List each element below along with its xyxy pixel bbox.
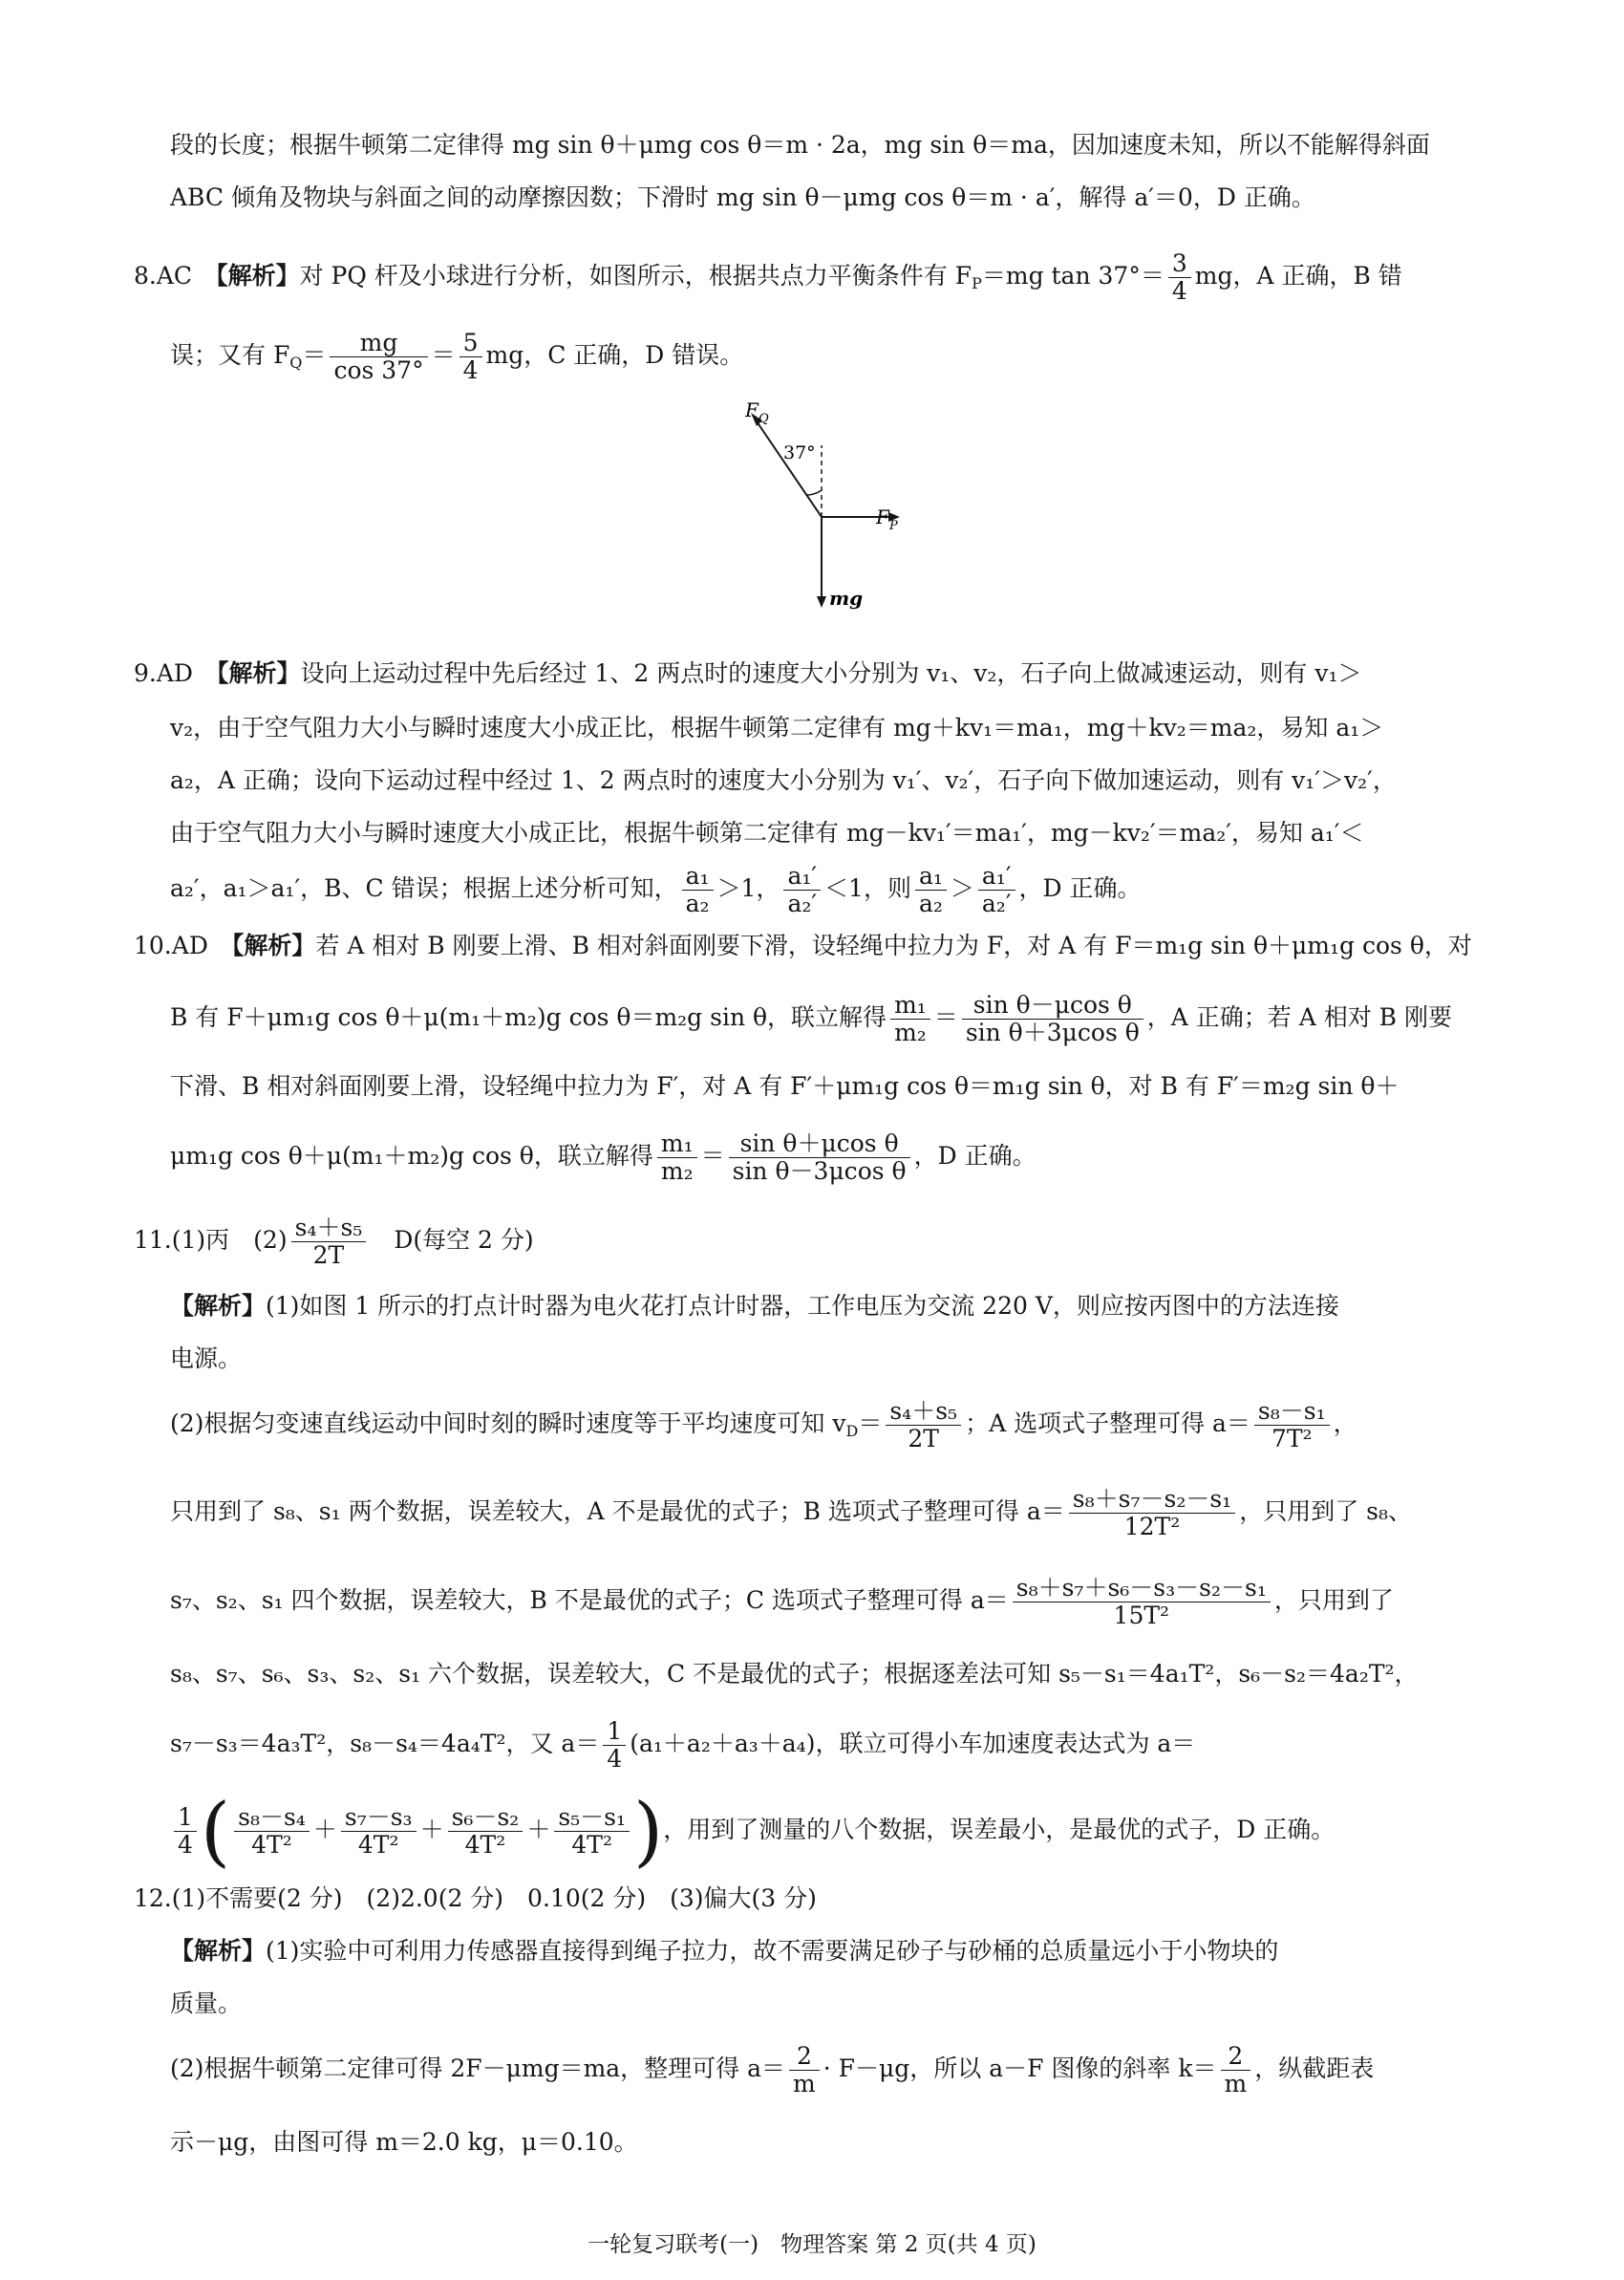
question-10: 10.AD 【解析】若 A 相对 B 刚要上滑、B 相对斜面刚要下滑，设轻绳中拉力为 F，对 A 有 F＝m₁g sin θ＋μm₁g cos θ，对 <box>134 932 1472 959</box>
question-8-cont: 误；又有 $F_Q=$ $\frac{mg}{\cos 37^\circ}$ ＝ $\frac{5}{4}$ mg，C 正确，D 错误。 <box>170 329 744 384</box>
force-diagram <box>745 399 955 619</box>
text-line: 段的长度；根据牛顿第二定律得 mg sin θ＋μmg cos θ＝m · 2a，mg sin θ＝ma，因加速度未知，所以不能解得斜面 <box>170 131 1430 159</box>
text-line: 只用到了 s₈、s₁ 两个数据，误差较大，A 不是最优的式子；B 选项式子整理可得 a＝ $\frac{\text{s₈＋s₇－s₂－s₁}}{\text{12T²}}$ ，只用到了 s₈、 <box>170 1485 1413 1540</box>
text-line: 由于空气阻力大小与瞬时速度大小成正比，根据牛顿第二定律有 mg－kv₁′＝ma₁′，mg－kv₂′＝ma₂′，易知 a₁′＜ <box>170 819 1364 847</box>
text-line: 电源。 <box>170 1344 243 1372</box>
question-12: 12.(1)不需要(2 分) (2)2.0(2 分) 0.10(2 分) (3)偏大(3 分) <box>134 1884 817 1912</box>
angle-arc <box>806 490 822 495</box>
angle-label: 37° <box>783 442 816 463</box>
svg-text:P: P <box>889 519 898 533</box>
text-line: (2)根据牛顿第二定律可得 2F－μmg＝ma，整理可得 a＝ $\frac{2}{m}$ · F－μg，所以 a－F 图像的斜率 k＝ $\frac{2}{m}$ ，纵截距表 <box>170 2042 1375 2097</box>
fq-vector <box>755 419 822 517</box>
question-11: 11.(1)丙 (2) $\frac{\text{s₄＋s₅}}{2T}$ D(每空 2 分) <box>134 1214 534 1269</box>
text-line: s₈、s₇、s₆、s₃、s₂、s₁ 六个数据，误差较大，C 不是最优的式子；根据逐差法可知 s₅－s₁＝4a₁T²，s₆－s₂＝4a₂T²， <box>170 1660 1419 1688</box>
text-line: a₂，A 正确；设向下运动过程中经过 1、2 两点时的速度大小分别为 v₁′、v₂′，石子向下做加速运动，则有 v₁′＞v₂′， <box>170 766 1397 794</box>
fraction: $\frac{3}{4}$ <box>1168 250 1191 305</box>
text-line: v₂，由于空气阻力大小与瞬时速度大小成正比，根据牛顿第二定律有 mg＋kv₁＝ma₁，mg＋kv₂＝ma₂，易知 a₁＞ <box>170 714 1384 742</box>
fq-label: F <box>745 399 759 421</box>
text-line: 示－μg，由图可得 m＝2.0 kg，μ＝0.10。 <box>170 2128 638 2156</box>
svg-text:Q: Q <box>759 412 769 426</box>
text-line: s₇、s₂、s₁ 四个数据，误差较大，B 不是最优的式子；C 选项式子整理可得 a＝ $\frac{\text{s₈＋s₇＋s₆－s₃－s₂－s₁}}{\text{15T²}}$ ，只用到了 <box>170 1574 1394 1629</box>
text-line: B 有 F＋μm₁g cos θ＋μ(m₁＋m₂)g cos θ＝m₂g sin θ，联立解得 $\frac{\text{m₁}}{\text{m₂}}$ ＝ $\frac{\text{sin θ－μcos θ}}{\text{sin θ＋3μcos θ}}$ ，A 正确；若 A 相对 B 刚要 <box>170 991 1452 1046</box>
text-line: a₂′，a₁＞a₁′，B、C 错误；根据上述分析可知， $\frac{\text{a₁}}{\text{a₂}}$ ＞1， $\frac{\text{a₁′}}{\text{a₂′}}$ ＜1，则 $\frac{\text{a₁}}{\text{a₂}}$ ＞ $\frac{\text{a₁′}}{\text{a₂′}}$ ，D 正确。 <box>170 862 1142 917</box>
text-line: s₇－s₃＝4a₃T²，s₈－s₄＝4a₄T²，又 a＝ $\frac{1}{4}$ (a₁＋a₂＋a₃＋a₄)，联立可得小车加速度表达式为 a＝ <box>170 1717 1196 1773</box>
mg-label: mg <box>829 587 864 610</box>
text-line: $\frac{1}{4}$ ( $\frac{\text{s₈－s₄}}{\text{4T²}}$ ＋ $\frac{\text{s₇－s₃}}{\text{4T²}}$ ＋ $\frac{\text{s₆－s₂}}{\text{4T²}}$ ＋ $\frac{\text{s₅－s₁}}{\text{4T²}}$ )，用到了测量的八个数据，误差最小，是最优的式子，D 正确。 <box>170 1796 1335 1863</box>
text-line: μm₁g cos θ＋μ(m₁＋m₂)g cos θ，联立解得 $\frac{\text{m₁}}{\text{m₂}}$ ＝ $\frac{\text{sin θ＋μcos θ}}{\text{sin θ－3μcos θ}}$ ，D 正确。 <box>170 1129 1036 1185</box>
question-9: 9.AD 【解析】设向上运动过程中先后经过 1、2 两点时的速度大小分别为 v₁、v₂，石子向上做减速运动，则有 v₁＞ <box>134 659 1362 687</box>
text-line: 下滑、B 相对斜面刚要上滑，设轻绳中拉力为 F′，对 A 有 F′＋μm₁g cos θ＝m₁g sin θ，对 B 有 F′＝m₂g sin θ＋ <box>170 1072 1400 1100</box>
fp-label: F <box>876 505 889 528</box>
page-footer: 一轮复习联考(一) 物理答案 第 2 页(共 4 页) <box>588 2232 1036 2257</box>
text-line: 【解析】(1)如图 1 所示的打点计时器为电火花打点计时器，工作电压为交流 220 V，则应按丙图中的方法连接 <box>170 1292 1339 1320</box>
text-line: ABC 倾角及物块与斜面之间的动摩擦因数；下滑时 mg sin θ－μmg cos θ＝m · a′，解得 a′＝0，D 正确。 <box>170 183 1315 211</box>
text-line: (2)根据匀变速直线运动中间时刻的瞬时速度等于平均速度可知 $v_D=$ $\frac{\text{s₄＋s₅}}{2T}$ ；A 选项式子整理可得 a＝ $\frac{\text{s₈－s₁}}{\text{7T²}}$ ， <box>170 1397 1357 1452</box>
text-line: 【解析】(1)实验中可利用力传感器直接得到绳子拉力，故不需要满足砂子与砂桶的总质量远小于小物块的 <box>170 1937 1279 1965</box>
question-8: 8.AC 【解析】对 PQ 杆及小球进行分析，如图所示，根据共点力平衡条件有 $F_P=mg$ tan 37°＝ $\frac{3}{4}$ mg，A 正确，B 错 <box>134 249 1402 305</box>
text-line: 质量。 <box>170 1990 243 2017</box>
